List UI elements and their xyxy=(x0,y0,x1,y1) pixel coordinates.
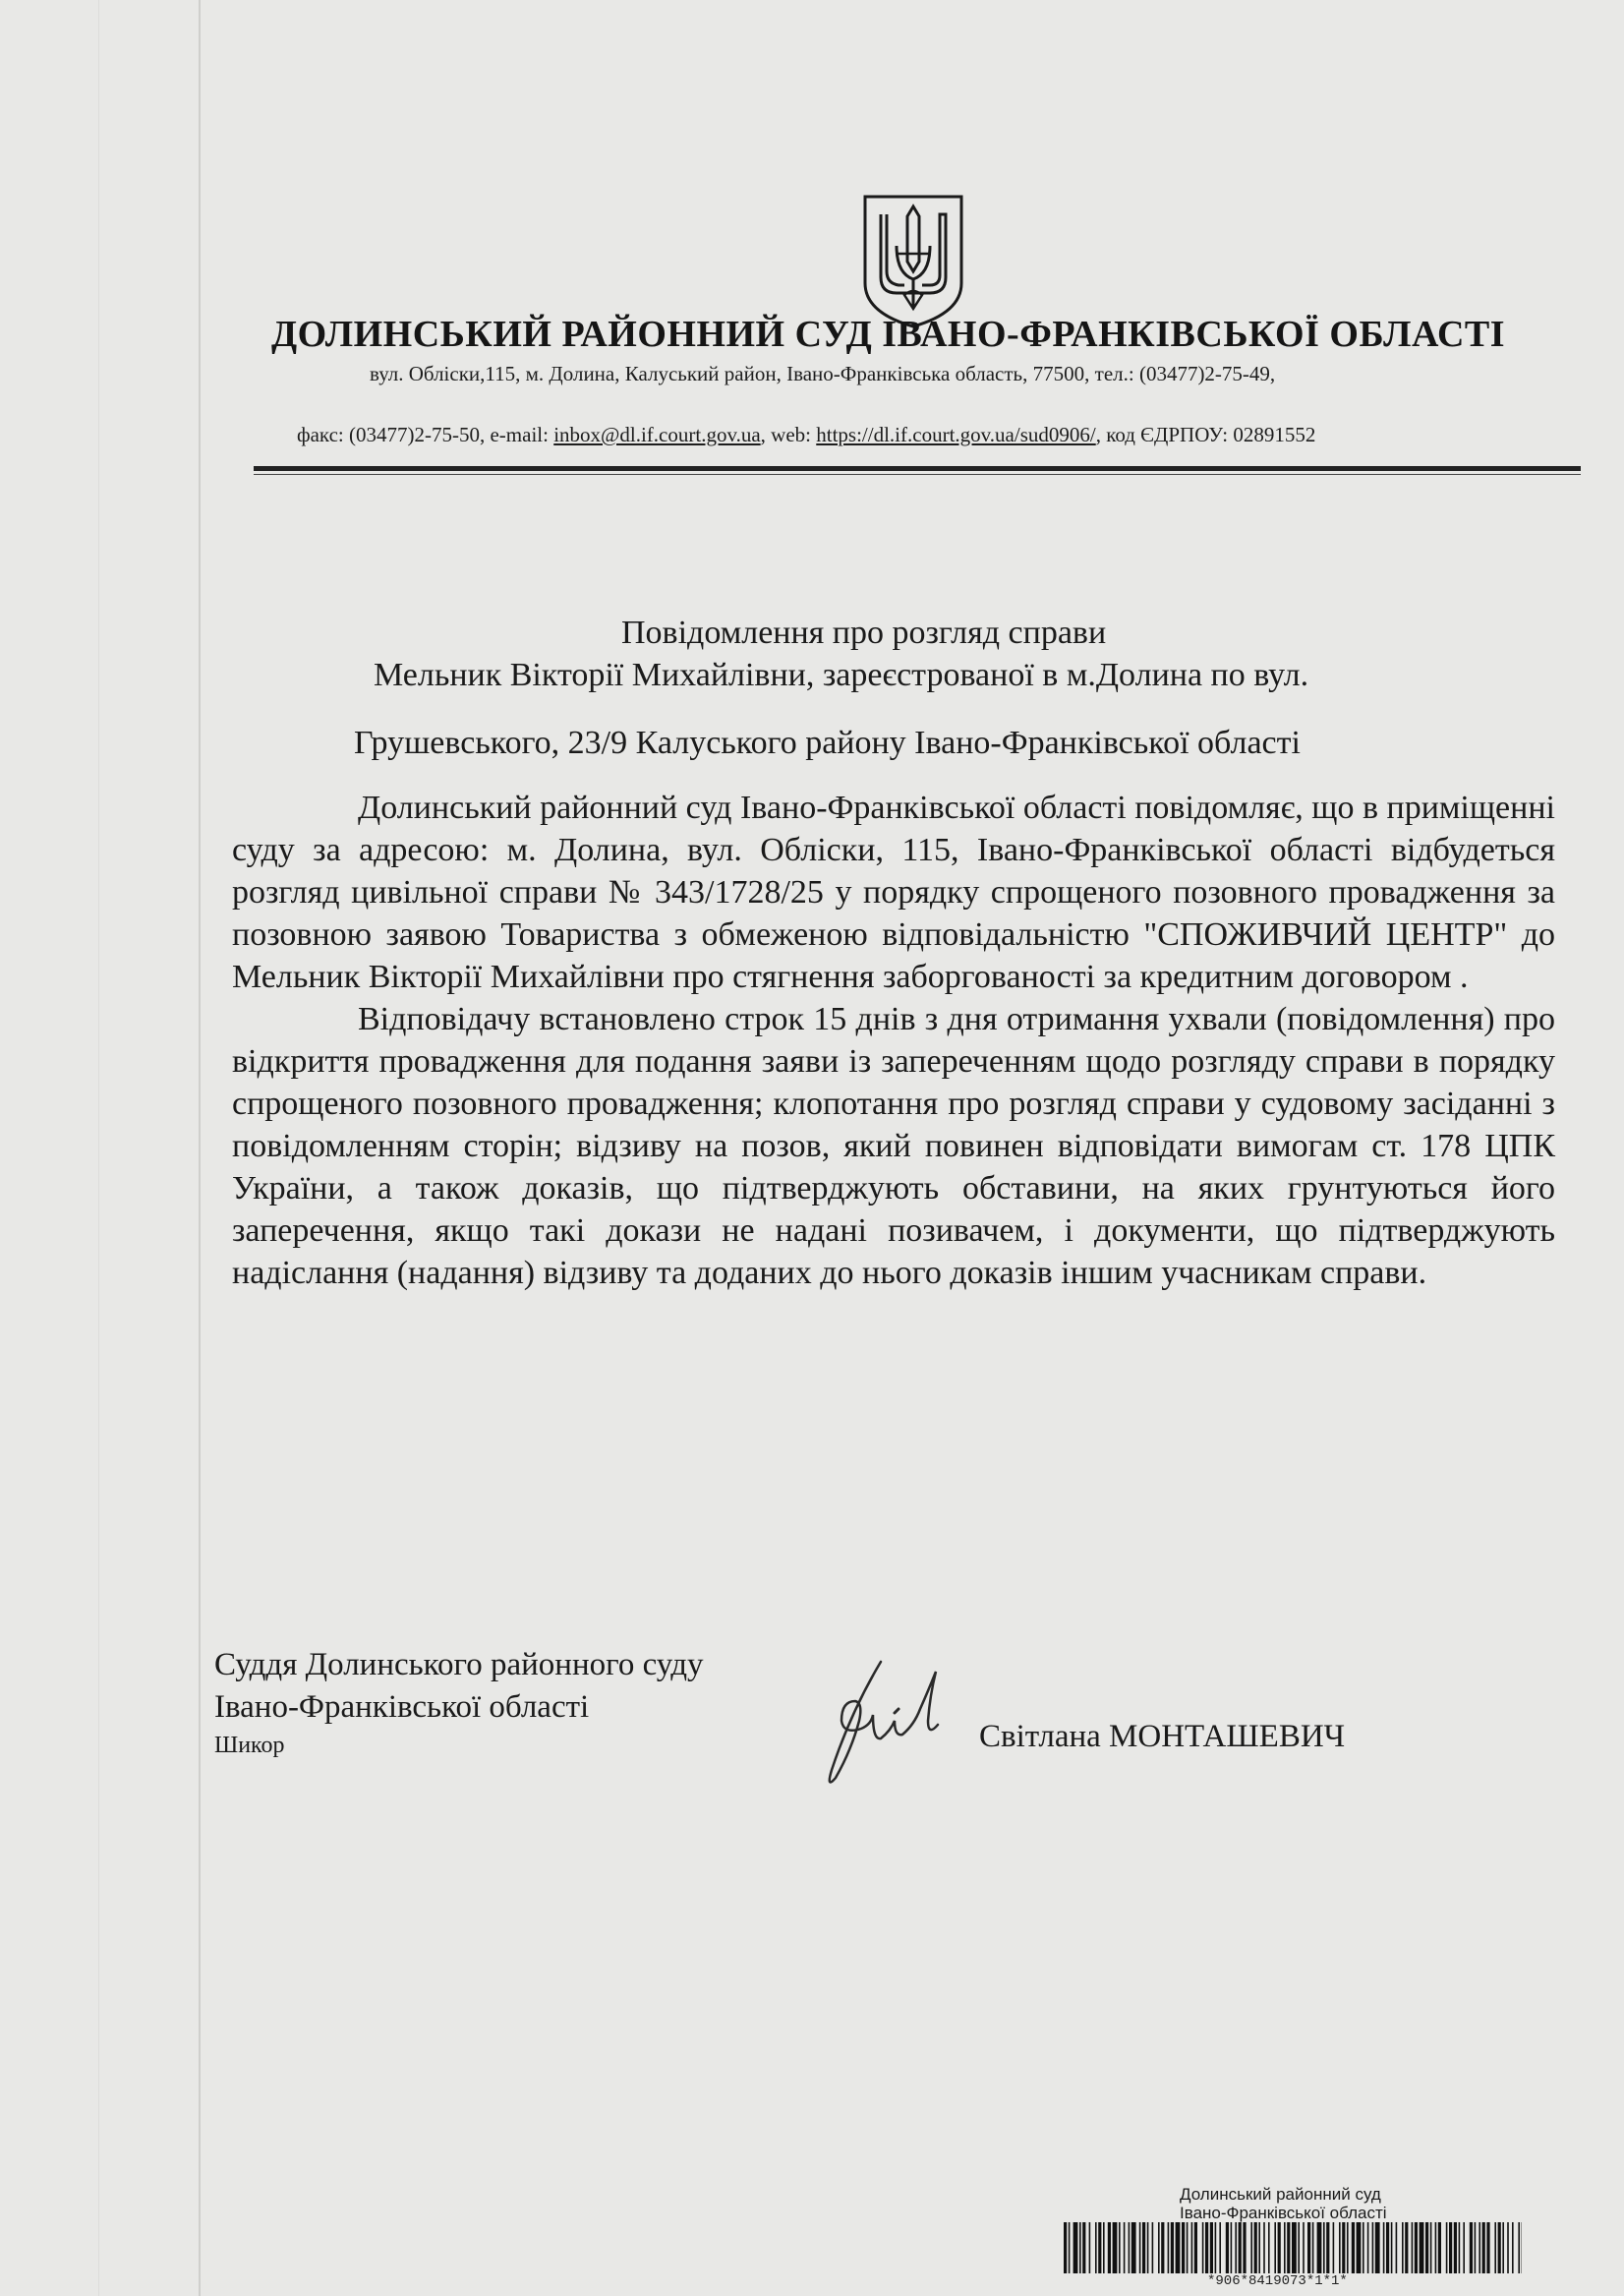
barcode-bar xyxy=(1363,2222,1364,2273)
barcode-bar xyxy=(1420,2222,1424,2273)
barcode-bar xyxy=(1333,2222,1335,2273)
judge-position: Івано-Франківської області xyxy=(214,1689,590,1725)
barcode-bar xyxy=(1502,2222,1504,2273)
barcode-bar xyxy=(1089,2222,1091,2273)
barcode-bar xyxy=(1342,2222,1345,2273)
barcode-bar xyxy=(1339,2222,1341,2273)
court-address: вул. Обліски,115, м. Долина, Калуський район, Івано-Франківська область, 77500, тел.: (03477)2-75-49, xyxy=(370,362,1276,385)
body-paragraph: Долинський районний суд Івано-Франківської області повідомляє, що в приміщенні суду за адресою: м. Долина, вул. Обліски, 115, Івано-Франківської області відбудеться розгляд цивільної справи № 343/1728/25 у порядку спрощеного позовного провадження за позовною заявою Товариства з обмеженою відповідальністю "СПОЖИВЧИЙ ЦЕНТР" до Мельник Вікторії Михайлівни про стягнення заборгованості за кредитним договором . xyxy=(232,790,1555,995)
fax-label: факс: (03477)2-75-50, e-mail: xyxy=(297,423,554,446)
signature-block xyxy=(214,1644,704,1762)
court-name: ДОЛИНСЬКИЙ РАЙОННИЙ СУД ІВАНО-ФРАНКІВСЬКОЇ ОБЛАСТІ xyxy=(271,314,1506,355)
barcode-bar xyxy=(1425,2222,1428,2273)
barcode-bar xyxy=(1284,2222,1286,2273)
barcode-bar xyxy=(1470,2222,1473,2273)
barcode-bar xyxy=(1402,2222,1404,2273)
barcode-bar xyxy=(1103,2222,1105,2273)
barcode-bar xyxy=(1486,2222,1489,2273)
handwritten-signature xyxy=(812,1652,969,1799)
barcode-bar xyxy=(1475,2222,1477,2273)
barcode-bar xyxy=(1287,2222,1290,2273)
barcode-bar xyxy=(1215,2222,1217,2273)
barcode-bar xyxy=(1446,2222,1448,2273)
barcode-bar xyxy=(1317,2222,1322,2273)
judge-position: Суддя Долинського районного суду xyxy=(214,1647,704,1682)
header-divider-thin xyxy=(254,474,1581,475)
barcode-bar xyxy=(1119,2222,1121,2273)
barcode-bar xyxy=(1435,2222,1437,2273)
barcode-bar xyxy=(1352,2222,1355,2273)
barcode-bar xyxy=(1438,2222,1441,2273)
website-link[interactable]: https://dl.if.court.gov.ua/sud0906/ xyxy=(816,423,1096,446)
barcode-bar xyxy=(1312,2222,1314,2273)
barcode-bar xyxy=(1210,2222,1213,2273)
barcode-bar xyxy=(1243,2222,1246,2273)
barcode-bar xyxy=(1250,2222,1252,2273)
barcode-bar xyxy=(1357,2222,1362,2273)
barcode-bar xyxy=(1518,2222,1520,2273)
barcode-bar xyxy=(1386,2222,1389,2273)
coat-of-arms-icon xyxy=(861,193,965,330)
barcode-bar xyxy=(1479,2222,1480,2273)
email-link[interactable]: inbox@dl.if.court.gov.ua xyxy=(553,423,761,446)
document-body xyxy=(232,787,1555,1294)
barcode-bar xyxy=(1064,2222,1067,2273)
barcode-bar xyxy=(1158,2222,1160,2273)
barcode-bar xyxy=(1278,2222,1281,2273)
barcode-bar xyxy=(1459,2222,1461,2273)
barcode-bar xyxy=(1142,2222,1145,2273)
document-title: Повідомлення про розгляд справи xyxy=(621,615,1107,651)
barcode-bar xyxy=(1498,2222,1501,2273)
scan-edge-line xyxy=(98,0,99,2296)
barcode-bar xyxy=(1073,2222,1078,2273)
barcode-bar xyxy=(1205,2222,1208,2273)
barcode-bar xyxy=(1323,2222,1325,2273)
barcode-bar xyxy=(1307,2222,1310,2273)
barcode-bar xyxy=(1108,2222,1111,2273)
barcode-bar xyxy=(1124,2222,1126,2273)
barcode-bar xyxy=(1191,2222,1193,2273)
barcode-bar xyxy=(1454,2222,1457,2273)
barcode-bar xyxy=(1239,2222,1242,2273)
registration-stamp xyxy=(1180,2185,1387,2222)
web-label: , web: xyxy=(760,423,817,446)
barcode xyxy=(1064,2222,1522,2273)
barcode-bar xyxy=(1139,2222,1141,2273)
barcode-bar xyxy=(1079,2222,1081,2273)
barcode-bar xyxy=(1168,2222,1170,2273)
barcode-bar xyxy=(1367,2222,1369,2273)
court-contacts xyxy=(297,423,1315,447)
barcode-bar xyxy=(1082,2222,1085,2273)
barcode-bar xyxy=(1161,2222,1164,2273)
barcode-bar xyxy=(1303,2222,1305,2273)
barcode-bar xyxy=(1375,2222,1380,2273)
barcode-bar xyxy=(1292,2222,1297,2273)
body-paragraph: Відповідачу встановлено строк 15 днів з дня отримання ухвали (повідомлення) про відкриття провадження для подання заяви із запереченням щодо розгляду справи в порядку спрощеного позовного провадження; клопотання про розгляд справи у судовому засіданні з повідомленням сторін; відзиву на позов, який повинен відповідати вимогам ст. 178 ЦПК України, а також доказів, що підтверджують обставини, на яких грунтуються його заперечення, якщо такі докази не надані позивачем, і документи, що підтверджують надіслання (надання) відзиву та доданих до нього доказів іншим учасникам справи. xyxy=(232,1001,1555,1291)
barcode-bar xyxy=(1274,2222,1276,2273)
stamp-line: Долинський районний суд xyxy=(1180,2185,1381,2204)
barcode-bar xyxy=(1326,2222,1329,2273)
document-subtitle: Грушевського, 23/9 Калуського району Івано-Франківської області xyxy=(354,725,1301,761)
header-divider xyxy=(254,466,1581,471)
barcode-bar xyxy=(1391,2222,1393,2273)
barcode-bar xyxy=(1131,2222,1136,2273)
barcode-bar xyxy=(1129,2222,1131,2273)
barcode-bar xyxy=(1415,2222,1418,2273)
barcode-bar xyxy=(1113,2222,1118,2273)
executor-name: Шикор xyxy=(214,1733,285,1758)
barcode-bar xyxy=(1069,2222,1071,2273)
scan-edge-line xyxy=(199,0,201,2296)
barcode-bar xyxy=(1396,2222,1398,2273)
barcode-bar xyxy=(1412,2222,1414,2273)
barcode-bar xyxy=(1171,2222,1174,2273)
barcode-bar xyxy=(1182,2222,1185,2273)
stamp-line: Івано-Франківської області xyxy=(1180,2204,1387,2222)
barcode-bar xyxy=(1147,2222,1149,2273)
barcode-bar xyxy=(1187,2222,1189,2273)
barcode-bar xyxy=(1507,2222,1509,2273)
barcode-bar xyxy=(1231,2222,1233,2273)
barcode-bar xyxy=(1235,2222,1237,2273)
barcode-bar xyxy=(1219,2222,1221,2273)
barcode-bar xyxy=(1482,2222,1485,2273)
barcode-bar xyxy=(1095,2222,1097,2273)
barcode-bar xyxy=(1463,2222,1465,2273)
barcode-bar xyxy=(1263,2222,1265,2273)
barcode-bar xyxy=(1512,2222,1514,2273)
barcode-bar xyxy=(1098,2222,1101,2273)
edrpou-code: , код ЄДРПОУ: 02891552 xyxy=(1095,423,1316,446)
barcode-bar xyxy=(1449,2222,1452,2273)
barcode-bar xyxy=(1176,2222,1181,2273)
barcode-bar xyxy=(1258,2222,1260,2273)
barcode-bar xyxy=(1268,2222,1270,2273)
barcode-bar xyxy=(1372,2222,1374,2273)
barcode-bar xyxy=(1254,2222,1257,2273)
barcode-bar xyxy=(1347,2222,1349,2273)
barcode-number: *906*8419073*1*1* xyxy=(1207,2273,1348,2289)
barcode-bar xyxy=(1152,2222,1154,2273)
document-subtitle: Мельник Вікторії Михайлівни, зареєстрованої в м.Долина по вул. xyxy=(374,657,1309,693)
barcode-bar xyxy=(1202,2222,1204,2273)
barcode-bar xyxy=(1383,2222,1385,2273)
barcode-bar xyxy=(1226,2222,1229,2273)
signer-name: Світлана МОНТАШЕВИЧ xyxy=(979,1719,1346,1754)
barcode-bar xyxy=(1494,2222,1496,2273)
barcode-bar xyxy=(1298,2222,1300,2273)
barcode-bar xyxy=(1430,2222,1432,2273)
barcode-bar xyxy=(1405,2222,1408,2273)
barcode-bar xyxy=(1194,2222,1197,2273)
